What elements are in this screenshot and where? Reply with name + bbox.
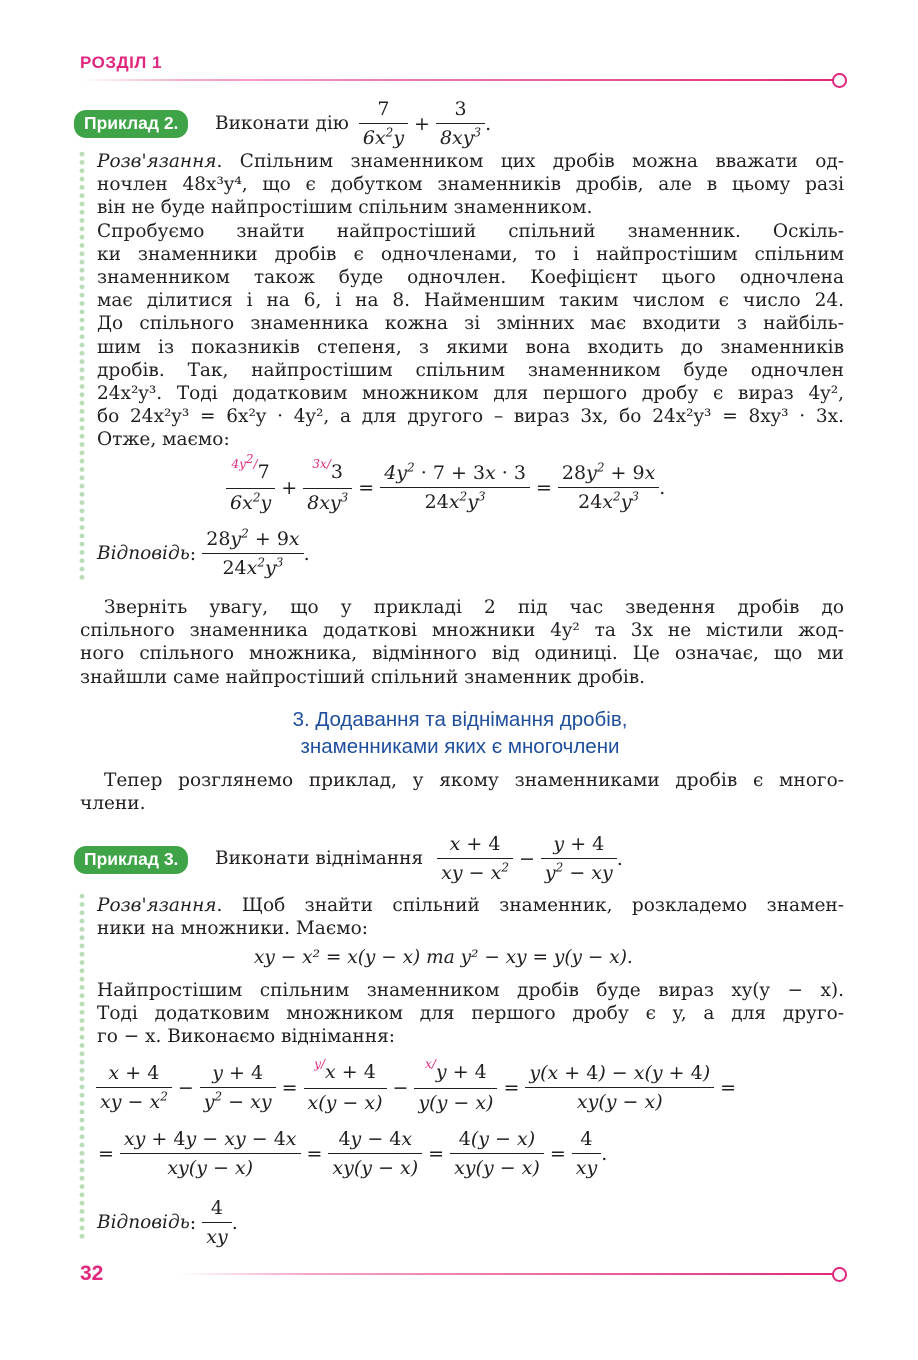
solution-line: він не буде найпростішим спільним знаменником. xyxy=(97,197,593,219)
solution-line: Отже, маємо: xyxy=(97,429,230,451)
solution-line: знаменником також буде одночлен. Коефіцієнт цього одночлена xyxy=(97,266,844,288)
intro-paragraph xyxy=(80,769,844,815)
solution-line: ники на множники. Маємо: xyxy=(97,918,368,940)
solution-line: Тоді додатковим множником для першого дробу є y, а для друго- xyxy=(97,1003,844,1025)
section-heading-line-2: знаменниками яких є многочлени xyxy=(300,735,620,758)
solution-line: шим із показників степеня, з якими вона входить до знаменників xyxy=(97,336,844,358)
solution-line: дробів. Так, найпростішим спільним знаменником буде одночлен xyxy=(97,359,844,381)
solution-line: ночлен 48x³y⁴, що є добутком знаменників дробів, але в цьому разі xyxy=(97,174,844,196)
solution-line: До спільного знаменника кожна зі змінних має входити з найбіль- xyxy=(97,313,844,335)
example-3-badge: Приклад 3. xyxy=(74,846,188,874)
example-3-side-dots xyxy=(79,892,85,1242)
section-heading-line-1: 3. Додавання та віднімання дробів, xyxy=(292,708,628,731)
example-3-computation-row-2: = $\frac{xy + 4y - xy - 4x}{xy(y - x)}$ = $\frac{4y - 4x}{xy(y - x)}$ = $\frac{4(y - x)}{xy(y - x)}$ = $\frac{4}{xy}$ . xyxy=(98,1128,608,1180)
solution-text: . Щоб знайти спільний знаменник, розкладемо знамен- xyxy=(216,895,844,916)
solution-line: го − x. Виконаємо віднімання: xyxy=(97,1026,395,1048)
example-2-expression: $\frac{7}{6x^2y}$ + $\frac{3}{8xy^3}$ . xyxy=(359,97,491,150)
solution-label: Розв'язання xyxy=(97,895,217,916)
note-line: ного спільного множника, відмінного від одиниці. Це означає, що ми xyxy=(80,643,844,665)
answer-label: Відповідь xyxy=(97,543,190,565)
intro-line: Тепер розглянемо приклад, у якому знаменниками дробів є много- xyxy=(104,770,844,791)
note-paragraph xyxy=(80,596,844,689)
example-2-computation: $\frac{^{4y^2/}7}{6x^2y}$ + $\frac{^{3x/}3}{8xy^3}$ = $\frac{4y^2 \cdot 7 + 3x \cdot 3}{24x^2y^3}$ = $\frac{28y^2 + 9x}{24x^2y^3}$ . xyxy=(226,460,665,515)
solution-line: бо 24x²y³ = 6x²y · 4y², а для другого – вираз 3x, бо 24x²y³ = 8xy³ · 3x. xyxy=(97,406,844,428)
solution-line: ки знаменники дробів є одночленами, то і найпростішим спільним xyxy=(97,243,844,265)
solution-text: . Спільним знаменником цих дробів можна вважати од- xyxy=(216,151,844,172)
header-rule xyxy=(80,79,834,81)
answer-label: Відповідь xyxy=(97,1212,190,1234)
chapter-label: РОЗДІЛ 1 xyxy=(80,53,162,72)
page-number: 32 xyxy=(80,1262,104,1285)
example-3-task xyxy=(215,832,623,885)
example-3-task-text: Виконати віднімання xyxy=(215,848,424,870)
intro-line: члени. xyxy=(80,793,146,815)
example-2-answer: Відповідь : $\frac{28y^2 + 9x}{24x^2y^3}$ . xyxy=(97,526,310,580)
solution-label: Розв'язання xyxy=(97,151,217,172)
solution-line: Найпростішим спільним знаменником дробів буде вираз xy(y − x). xyxy=(97,980,844,1001)
example-3-expression: $\frac{x + 4}{xy - x^2}$ − $\frac{y + 4}{y^2 - xy}$ . xyxy=(437,832,623,885)
example-2-badge: Приклад 2. xyxy=(74,110,188,138)
solution-line: Спробуємо знайти найпростіший спільний знаменник. Оскіль- xyxy=(97,220,844,242)
footer-rule xyxy=(178,1273,834,1275)
factorization-line: xy − x² = x(y − x) та y² − xy = y(y − x). xyxy=(254,947,633,968)
example-3-answer: Відповідь : $\frac{4}{xy}$ . xyxy=(97,1197,238,1249)
note-line: знайшли саме найпростіший спільний знаменник дробів. xyxy=(80,666,646,688)
example-2-task xyxy=(215,97,491,150)
example-2-side-dots xyxy=(79,150,85,582)
example-3-continuation xyxy=(97,979,844,1049)
solution-line: 24x²y³. Тоді додатковим множником для першого дробу є вираз 4y², xyxy=(97,382,844,404)
note-line: спільного знаменника додаткові множники 4y² та 3x не містили жод- xyxy=(80,620,844,642)
solution-line: має ділитися і на 6, і на 8. Найменшим таким числом є число 24. xyxy=(97,290,844,312)
section-heading xyxy=(150,706,770,760)
example-2-task-text: Виконати дію xyxy=(215,113,349,135)
note-line: Зверніть увагу, що у прикладі 2 під час зведення дробів до xyxy=(104,597,844,618)
example-2-solution xyxy=(97,150,844,451)
footer-rule-end-circle xyxy=(832,1267,847,1282)
header-rule-end-circle xyxy=(832,73,847,88)
example-3-computation-row-1: $\frac{x + 4}{xy - x^2}$ − $\frac{y + 4}{y^2 - xy}$ = $\frac{^{y/}x + 4}{x(y - x)}$ − $\frac{^{x/}y + 4}{y(y - x)}$ = $\frac{y(x + 4) - x(y + 4)}{xy(y - x)}$ = xyxy=(96,1060,742,1115)
example-3-solution xyxy=(97,894,844,940)
